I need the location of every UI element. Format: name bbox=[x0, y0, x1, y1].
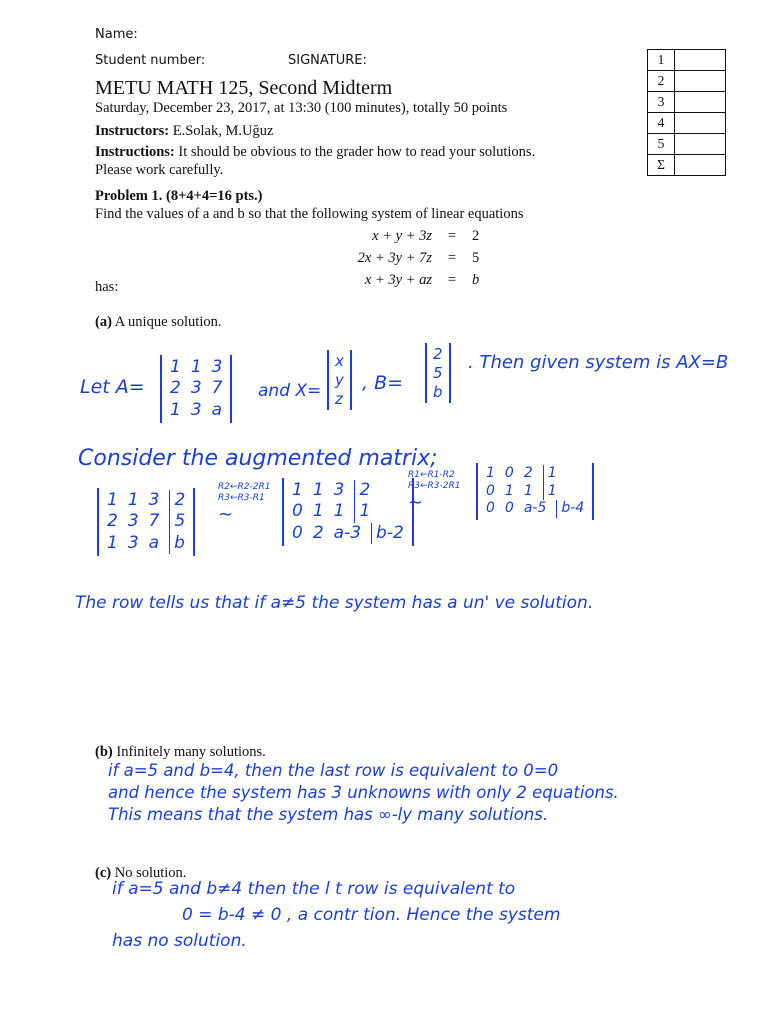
matrix-cell: 0 bbox=[504, 465, 514, 481]
instructors-names: E.Solak, M.Uğuz bbox=[172, 123, 274, 139]
matrix-cell: a-3 bbox=[333, 522, 362, 543]
matrix-cell: 1 bbox=[127, 490, 139, 510]
hw-aug-matrix-2 bbox=[282, 478, 414, 546]
hw-line: and hence the system has 3 unknowns with only 2 equations. bbox=[108, 783, 619, 802]
equation-eq: = bbox=[447, 250, 457, 266]
matrix-row bbox=[170, 357, 222, 378]
hw-line: if a=5 and b=4, then the last row is equivalent to 0=0 bbox=[108, 761, 559, 780]
matrix-cell: x bbox=[335, 352, 344, 370]
matrix-row bbox=[170, 400, 222, 421]
matrix-cell: 1 bbox=[333, 501, 345, 522]
matrix-cell: 1 bbox=[292, 480, 303, 500]
hw-part-b bbox=[108, 760, 619, 826]
instructions-label: Instructions: bbox=[95, 144, 175, 160]
row-op: R3←R3-R1 bbox=[218, 492, 265, 503]
instructions-text-2: Please work carefully. bbox=[95, 162, 224, 178]
matrix-cell: 0 bbox=[292, 501, 303, 522]
matrix-cell: 1 bbox=[354, 501, 370, 522]
row-op: R2←R2-2R1 bbox=[218, 482, 271, 492]
hw-row-ops-2 bbox=[408, 470, 460, 513]
matrix-cell: 3 bbox=[148, 490, 160, 510]
has-label: has: bbox=[95, 279, 119, 295]
matrix-cell: y bbox=[335, 370, 344, 389]
equation-row bbox=[300, 272, 520, 294]
student-number-label: Student number: bbox=[95, 53, 206, 68]
equation-row bbox=[300, 228, 520, 250]
equation-eq: = bbox=[447, 228, 457, 244]
matrix-cell: b bbox=[169, 533, 185, 554]
matrix-cell: 1 bbox=[170, 399, 181, 420]
tilde-icon: ∼ bbox=[218, 503, 234, 525]
hw-b-eq: , B= bbox=[362, 372, 404, 394]
matrix-cell: 1 bbox=[107, 490, 118, 510]
matrix-cell: 3 bbox=[127, 511, 139, 532]
part-a-label: (a) bbox=[95, 314, 112, 330]
exam-title: METU MATH 125, Second Midterm bbox=[95, 77, 393, 99]
equation-eq: = bbox=[447, 272, 457, 288]
exam-date: Saturday, December 23, 2017, at 13:30 (100 minutes), totally 50 points bbox=[95, 100, 508, 116]
matrix-cell: 2 bbox=[433, 345, 443, 363]
hw-line: This means that the system has ∞-ly many solutions. bbox=[108, 805, 549, 824]
part-b bbox=[95, 744, 266, 761]
equation-row bbox=[300, 250, 520, 272]
equation-rhs: 2 bbox=[472, 228, 480, 244]
matrix-cell: 3 bbox=[190, 399, 202, 420]
score-cell bbox=[675, 92, 726, 113]
score-row bbox=[648, 134, 726, 155]
score-row-label: 1 bbox=[648, 50, 675, 71]
matrix-cell: 0 bbox=[486, 500, 495, 516]
row-op: R3←R3-2R1 bbox=[408, 480, 461, 491]
score-row bbox=[648, 113, 726, 134]
matrix-cell: 0 bbox=[504, 500, 514, 516]
matrix-cell: 0 bbox=[486, 482, 495, 499]
score-row-label: Σ bbox=[648, 155, 675, 176]
matrix-cell: 2 bbox=[169, 490, 185, 511]
matrix-cell: 3 bbox=[211, 357, 223, 377]
matrix-row bbox=[486, 483, 584, 501]
matrix-cell: 1 bbox=[107, 532, 118, 553]
hw-matrix-b bbox=[425, 343, 451, 403]
matrix-cell: a bbox=[148, 532, 160, 553]
score-table bbox=[647, 49, 726, 176]
matrix-row bbox=[107, 533, 185, 554]
matrix-cell: 1 bbox=[523, 482, 533, 499]
matrix-cell: b bbox=[433, 382, 443, 401]
matrix-cell: 1 bbox=[486, 465, 495, 481]
matrix-row bbox=[170, 378, 222, 399]
matrix-row bbox=[292, 480, 404, 501]
score-cell bbox=[675, 113, 726, 134]
matrix-cell: 1 bbox=[504, 482, 514, 499]
matrix-cell: 1 bbox=[190, 357, 202, 377]
part-b-text: Infinitely many solutions. bbox=[116, 744, 266, 760]
hw-aug-matrix-1 bbox=[97, 488, 195, 556]
score-row-label: 3 bbox=[648, 92, 675, 113]
score-row-label: 2 bbox=[648, 71, 675, 92]
equation-lhs: x + y + 3z bbox=[372, 228, 432, 244]
matrix-cell: 3 bbox=[333, 480, 345, 500]
score-cell bbox=[675, 134, 726, 155]
matrix-cell: 2 bbox=[170, 378, 181, 399]
instructors-label: Instructors: bbox=[95, 123, 170, 139]
hw-aug-matrix-3 bbox=[476, 463, 594, 520]
score-row-label: 5 bbox=[648, 134, 675, 155]
matrix-row bbox=[292, 501, 404, 522]
hw-consider: Consider the augmented matrix; bbox=[78, 446, 438, 471]
score-row bbox=[648, 155, 726, 176]
instructions-text: It should be obvious to the grader how to read your solutions. bbox=[178, 144, 536, 160]
equation-lhs: x + 3y + az bbox=[364, 272, 432, 288]
hw-conclusion-a: The row tells us that if a≠5 the system has a un' ve solution. bbox=[75, 593, 594, 613]
matrix-cell: a bbox=[211, 399, 223, 420]
matrix-cell: 2 bbox=[107, 511, 118, 532]
matrix-cell: 0 bbox=[292, 522, 303, 543]
matrix-cell: z bbox=[335, 389, 343, 408]
matrix-cell: 2 bbox=[523, 465, 533, 481]
matrix-row bbox=[107, 490, 185, 511]
part-a-text: A unique solution. bbox=[114, 314, 222, 330]
matrix-cell: 1 bbox=[312, 501, 324, 522]
score-row bbox=[648, 50, 726, 71]
instructions-line bbox=[95, 144, 535, 161]
matrix-cell: 7 bbox=[211, 378, 223, 399]
part-c-text: No solution. bbox=[114, 865, 187, 881]
part-b-label: (b) bbox=[95, 744, 113, 760]
matrix-row bbox=[107, 511, 185, 532]
matrix-cell: 5 bbox=[433, 363, 443, 382]
hw-line: 0 = b-4 ≠ 0 , a contr tion. Hence the system bbox=[182, 905, 561, 925]
part-a bbox=[95, 314, 222, 331]
part-c-label: (c) bbox=[95, 865, 112, 881]
score-row bbox=[648, 71, 726, 92]
hw-then: . Then given system is AX=B bbox=[468, 352, 729, 373]
hw-part-c bbox=[112, 876, 560, 954]
tilde-icon: ∼ bbox=[408, 491, 424, 513]
matrix-cell: 1 bbox=[170, 357, 181, 377]
name-label: Name: bbox=[95, 27, 138, 42]
hw-line: if a=5 and b≠4 then the l t row is equivalent to bbox=[112, 879, 516, 899]
equation-rhs: 5 bbox=[472, 250, 480, 266]
hw-let-a: Let A= bbox=[80, 376, 145, 398]
matrix-cell: b-2 bbox=[371, 523, 404, 544]
score-cell bbox=[675, 50, 726, 71]
hw-and-x: and X= bbox=[258, 381, 322, 401]
matrix-cell: a-5 bbox=[523, 500, 547, 516]
score-cell bbox=[675, 155, 726, 176]
equation-rhs: b bbox=[472, 272, 480, 288]
signature-label: SIGNATURE: bbox=[288, 53, 367, 68]
hw-row-ops-1 bbox=[218, 482, 270, 525]
matrix-cell: 7 bbox=[148, 511, 160, 532]
matrix-cell: 2 bbox=[354, 480, 370, 501]
equation-system bbox=[300, 228, 520, 294]
matrix-cell: 1 bbox=[312, 480, 324, 500]
score-row bbox=[648, 92, 726, 113]
matrix-cell: 1 bbox=[543, 483, 557, 501]
score-cell bbox=[675, 71, 726, 92]
problem-statement: Find the values of a and b so that the following system of linear equations bbox=[95, 206, 524, 222]
matrix-cell: 3 bbox=[190, 378, 202, 399]
matrix-row bbox=[486, 465, 584, 483]
matrix-cell: 5 bbox=[169, 511, 185, 532]
matrix-cell: 2 bbox=[312, 522, 324, 543]
hw-line: has no solution. bbox=[112, 931, 247, 951]
score-row-label: 4 bbox=[648, 113, 675, 134]
row-op: R1←R1-R2 bbox=[408, 470, 455, 480]
hw-matrix-x bbox=[327, 350, 352, 410]
equation-lhs: 2x + 3y + 7z bbox=[357, 250, 432, 266]
matrix-cell: b-4 bbox=[556, 500, 584, 518]
problem-heading: Problem 1. (8+4+4=16 pts.) bbox=[95, 188, 263, 204]
matrix-row bbox=[292, 523, 404, 544]
instructors-line bbox=[95, 123, 273, 140]
matrix-cell: 3 bbox=[127, 532, 139, 553]
hw-matrix-a bbox=[160, 355, 232, 423]
matrix-row bbox=[486, 500, 584, 518]
matrix-cell: 1 bbox=[543, 465, 557, 483]
